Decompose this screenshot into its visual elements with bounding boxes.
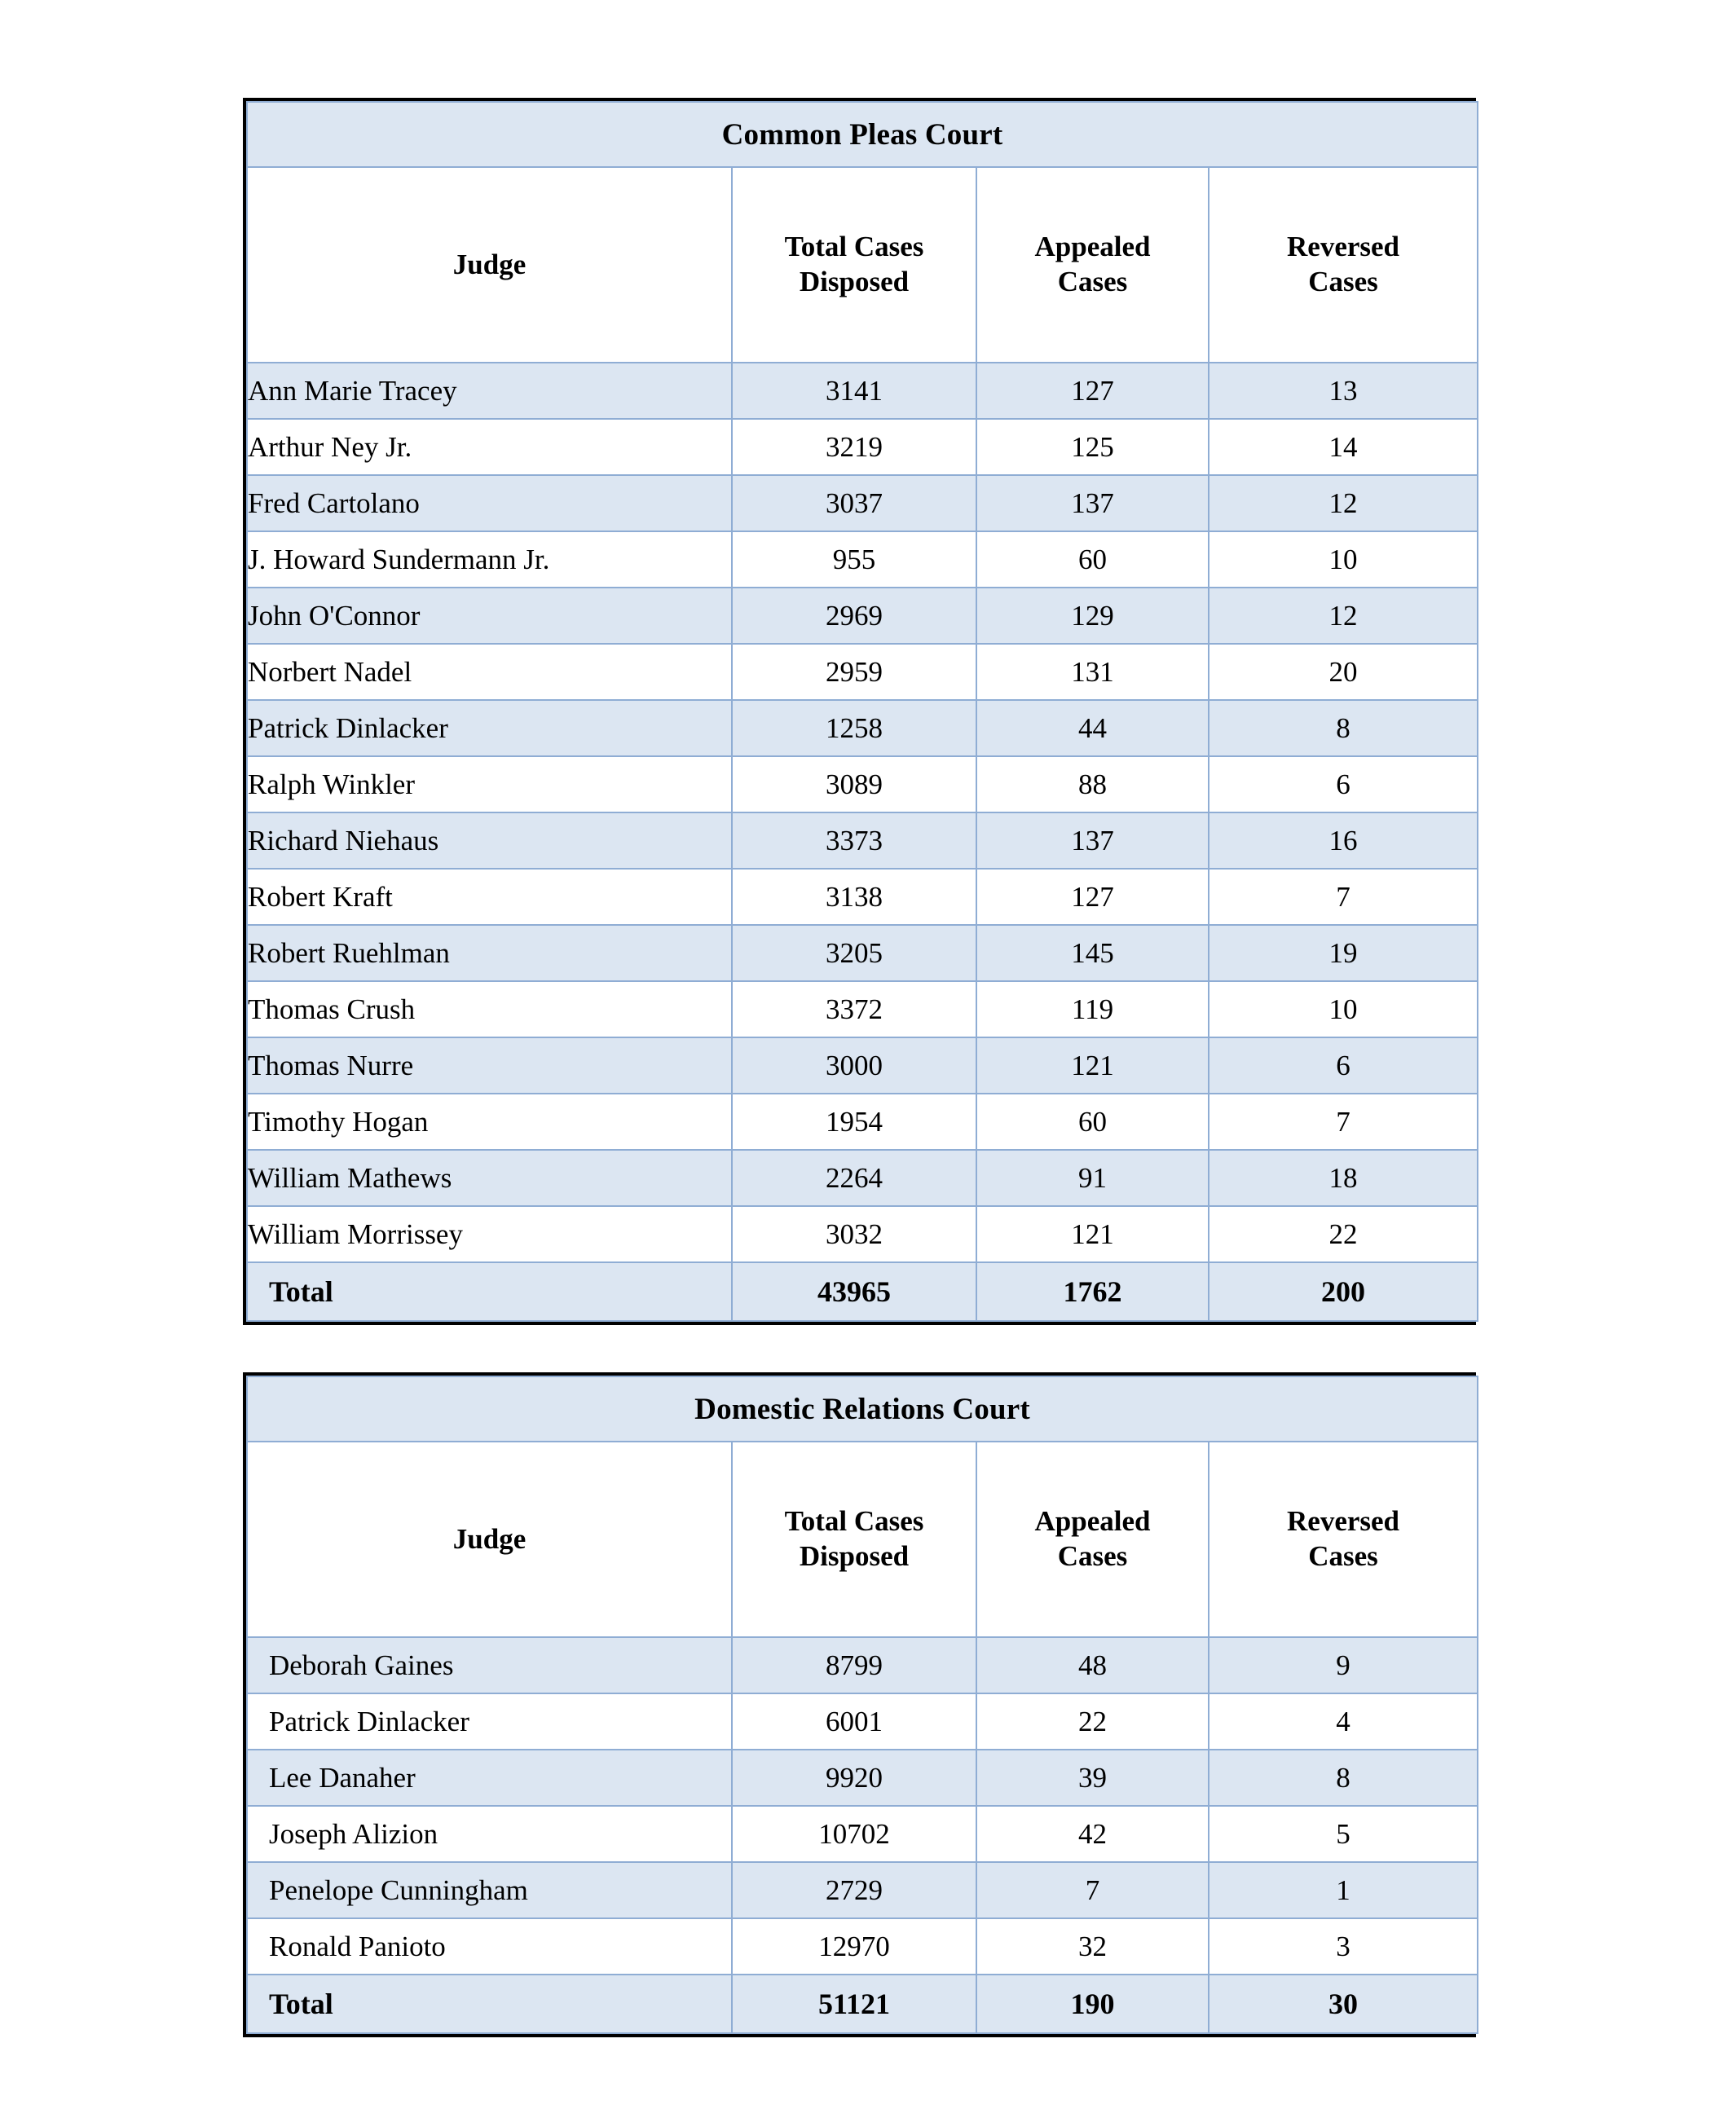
table-row: [247, 1037, 1478, 1094]
cell-reversed: 9: [1209, 1637, 1478, 1693]
cell-judge: Thomas Nurre: [247, 1037, 732, 1094]
domestic-relations-court-table-container: [243, 1372, 1476, 2037]
table-header-row: [247, 167, 1478, 363]
cell-reversed: 4: [1209, 1693, 1478, 1750]
cell-total: 3373: [732, 812, 976, 869]
cell-total: 2969: [732, 588, 976, 644]
cell-judge: Thomas Crush: [247, 981, 732, 1037]
cell-total: 3000: [732, 1037, 976, 1094]
table-row: [247, 812, 1478, 869]
common-pleas-court-table: [246, 101, 1478, 1322]
cell-appealed: 119: [976, 981, 1209, 1037]
table-body: [247, 1376, 1478, 2033]
cell-appealed: 22: [976, 1693, 1209, 1750]
cell-appealed: 88: [976, 756, 1209, 812]
cell-judge: Robert Kraft: [247, 869, 732, 925]
cell-judge: Robert Ruehlman: [247, 925, 732, 981]
cell-judge: Patrick Dinlacker: [247, 1693, 732, 1750]
cell-total: 3037: [732, 475, 976, 531]
cell-total: 2264: [732, 1150, 976, 1206]
table-row: [247, 925, 1478, 981]
cell-total-reversed: 200: [1209, 1262, 1478, 1321]
column-header-appealed-line1: Appealed: [1034, 1505, 1151, 1538]
table-row: [247, 588, 1478, 644]
cell-judge: Ralph Winkler: [247, 756, 732, 812]
cell-reversed: 8: [1209, 700, 1478, 756]
cell-reversed: 6: [1209, 756, 1478, 812]
cell-reversed: 13: [1209, 363, 1478, 419]
column-header-total-line2: Disposed: [799, 266, 910, 297]
cell-total: 3089: [732, 756, 976, 812]
cell-judge: Arthur Ney Jr.: [247, 419, 732, 475]
cell-total-label: Total: [247, 1262, 732, 1321]
cell-reversed: 10: [1209, 531, 1478, 588]
column-header-reversed-line2: Cases: [1308, 1540, 1378, 1572]
table-row: [247, 644, 1478, 700]
cell-appealed: 91: [976, 1150, 1209, 1206]
cell-appealed: 121: [976, 1037, 1209, 1094]
cell-reversed: 16: [1209, 812, 1478, 869]
cell-reversed: 18: [1209, 1150, 1478, 1206]
cell-appealed: 145: [976, 925, 1209, 981]
cell-total-disposed: 51121: [732, 1975, 976, 2033]
table-row: [247, 1806, 1478, 1862]
column-header-total-line1: Total Cases: [784, 231, 924, 263]
cell-judge: Deborah Gaines: [247, 1637, 732, 1693]
cell-reversed: 6: [1209, 1037, 1478, 1094]
cell-total: 3219: [732, 419, 976, 475]
table-row: [247, 1918, 1478, 1975]
table-row: [247, 531, 1478, 588]
cell-total-appealed: 190: [976, 1975, 1209, 2033]
cell-appealed: 42: [976, 1806, 1209, 1862]
column-header-appealed-line2: Cases: [1057, 266, 1128, 297]
cell-total: 955: [732, 531, 976, 588]
cell-reversed: 12: [1209, 475, 1478, 531]
cell-total: 3138: [732, 869, 976, 925]
cell-reversed: 10: [1209, 981, 1478, 1037]
cell-judge: Norbert Nadel: [247, 644, 732, 700]
cell-judge: Ronald Panioto: [247, 1918, 732, 1975]
cell-total: 9920: [732, 1750, 976, 1806]
cell-reversed: 20: [1209, 644, 1478, 700]
column-header-reversed-line1: Reversed: [1287, 1505, 1400, 1538]
cell-total-label: Total: [247, 1975, 732, 2033]
column-header-reversed-line1: Reversed: [1287, 231, 1400, 263]
cell-appealed: 60: [976, 531, 1209, 588]
column-header-total-line1: Total Cases: [784, 1505, 924, 1538]
cell-judge: Patrick Dinlacker: [247, 700, 732, 756]
cell-total: 2729: [732, 1862, 976, 1918]
cell-total-reversed: 30: [1209, 1975, 1478, 2033]
table-body: [247, 102, 1478, 1321]
column-header-total-cases-disposed: [732, 1442, 976, 1637]
cell-judge: J. Howard Sundermann Jr.: [247, 531, 732, 588]
column-header-appealed-cases: [976, 1442, 1209, 1637]
table-row: [247, 869, 1478, 925]
cell-appealed: 137: [976, 475, 1209, 531]
cell-total: 3032: [732, 1206, 976, 1262]
table-row: [247, 1150, 1478, 1206]
column-header-reversed-cases: [1209, 1442, 1478, 1637]
cell-appealed: 129: [976, 588, 1209, 644]
table-row: [247, 419, 1478, 475]
cell-judge: Ann Marie Tracey: [247, 363, 732, 419]
cell-total: 3372: [732, 981, 976, 1037]
table-row: [247, 1094, 1478, 1150]
cell-reversed: 7: [1209, 869, 1478, 925]
cell-total: 6001: [732, 1693, 976, 1750]
cell-appealed: 127: [976, 869, 1209, 925]
cell-total: 3205: [732, 925, 976, 981]
cell-total: 3141: [732, 363, 976, 419]
table-title-row: [247, 1376, 1478, 1442]
cell-appealed: 39: [976, 1750, 1209, 1806]
cell-reversed: 22: [1209, 1206, 1478, 1262]
cell-reversed: 8: [1209, 1750, 1478, 1806]
cell-appealed: 137: [976, 812, 1209, 869]
cell-judge: William Morrissey: [247, 1206, 732, 1262]
table-row: [247, 700, 1478, 756]
cell-appealed: 48: [976, 1637, 1209, 1693]
cell-total-appealed: 1762: [976, 1262, 1209, 1321]
table-total-row: [247, 1975, 1478, 2033]
table-title: Common Pleas Court: [247, 102, 1478, 167]
cell-judge: Richard Niehaus: [247, 812, 732, 869]
table-header-row: [247, 1442, 1478, 1637]
cell-reversed: 1: [1209, 1862, 1478, 1918]
cell-reversed: 14: [1209, 419, 1478, 475]
cell-judge: Lee Danaher: [247, 1750, 732, 1806]
domestic-relations-court-table: [246, 1376, 1478, 2034]
cell-reversed: 3: [1209, 1918, 1478, 1975]
table-row: [247, 1637, 1478, 1693]
cell-total: 1258: [732, 700, 976, 756]
cell-appealed: 60: [976, 1094, 1209, 1150]
table-row: [247, 1862, 1478, 1918]
cell-total: 2959: [732, 644, 976, 700]
column-header-appealed-line1: Appealed: [1034, 231, 1151, 263]
cell-reversed: 7: [1209, 1094, 1478, 1150]
cell-appealed: 44: [976, 700, 1209, 756]
table-row: [247, 1750, 1478, 1806]
column-header-judge: Judge: [247, 1442, 732, 1637]
cell-appealed: 127: [976, 363, 1209, 419]
table-row: [247, 363, 1478, 419]
cell-appealed: 131: [976, 644, 1209, 700]
column-header-total-line2: Disposed: [799, 1540, 910, 1572]
cell-appealed: 32: [976, 1918, 1209, 1975]
cell-judge: Fred Cartolano: [247, 475, 732, 531]
table-row: [247, 756, 1478, 812]
column-header-judge: Judge: [247, 167, 732, 363]
cell-total: 10702: [732, 1806, 976, 1862]
cell-judge: Joseph Alizion: [247, 1806, 732, 1862]
table-title-row: [247, 102, 1478, 167]
cell-appealed: 121: [976, 1206, 1209, 1262]
cell-judge: Timothy Hogan: [247, 1094, 732, 1150]
cell-judge: John O'Connor: [247, 588, 732, 644]
cell-reversed: 5: [1209, 1806, 1478, 1862]
column-header-appealed-line2: Cases: [1057, 1540, 1128, 1572]
table-row: [247, 1206, 1478, 1262]
cell-total: 1954: [732, 1094, 976, 1150]
cell-judge: Penelope Cunningham: [247, 1862, 732, 1918]
cell-appealed: 7: [976, 1862, 1209, 1918]
cell-total: 12970: [732, 1918, 976, 1975]
table-total-row: [247, 1262, 1478, 1321]
cell-reversed: 12: [1209, 588, 1478, 644]
column-header-total-cases-disposed: [732, 167, 976, 363]
cell-reversed: 19: [1209, 925, 1478, 981]
common-pleas-court-table-container: [243, 98, 1476, 1325]
cell-total-disposed: 43965: [732, 1262, 976, 1321]
table-row: [247, 981, 1478, 1037]
column-header-appealed-cases: [976, 167, 1209, 363]
column-header-reversed-line2: Cases: [1308, 266, 1378, 297]
cell-judge: William Mathews: [247, 1150, 732, 1206]
table-row: [247, 1693, 1478, 1750]
cell-total: 8799: [732, 1637, 976, 1693]
column-header-reversed-cases: [1209, 167, 1478, 363]
cell-appealed: 125: [976, 419, 1209, 475]
table-row: [247, 475, 1478, 531]
table-title: Domestic Relations Court: [247, 1376, 1478, 1442]
